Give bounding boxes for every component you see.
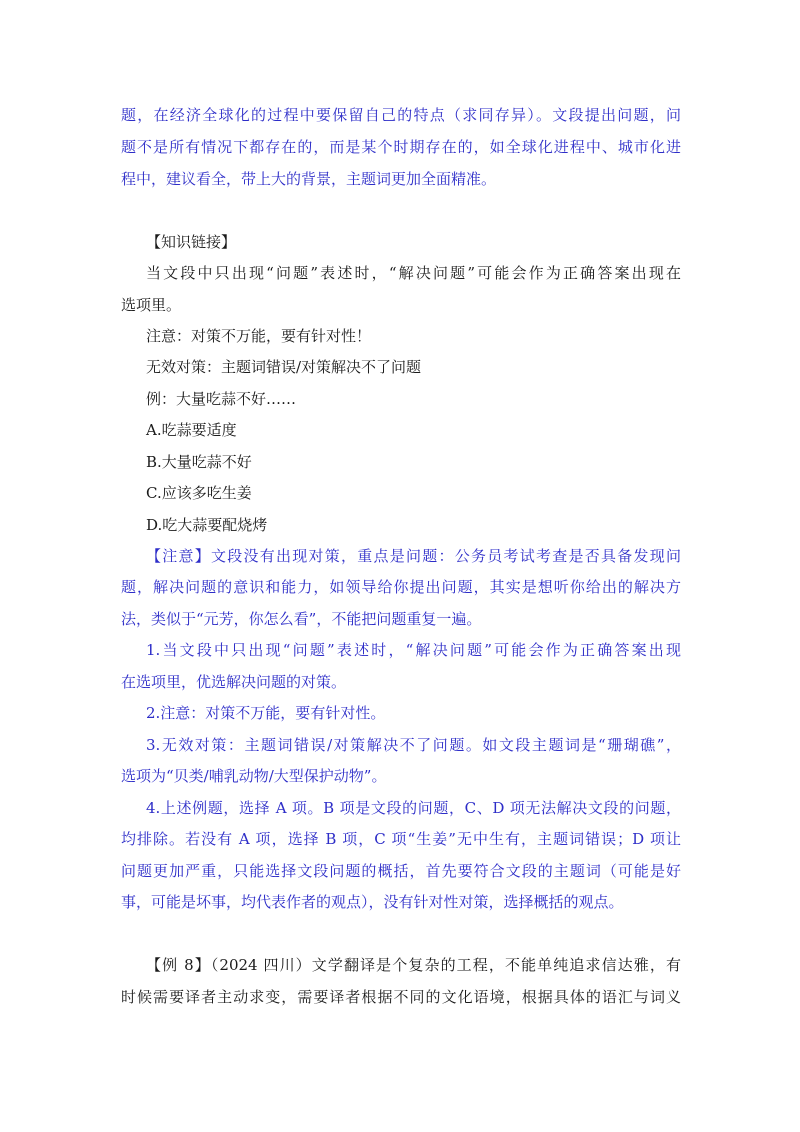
attention-item-4: 4.上述例题，选择 A 项。B 项是文段的问题，C、D 项无法解决文段的问题， — [146, 799, 681, 817]
example8-line: 【例 8】（2024 四川）文学翻译是个复杂的工程，不能单纯追求信达雅，有 — [146, 956, 681, 974]
knowledge-paragraph-line: 当文段中只出现“问题”表述时，“解决问题”可能会作为正确答案出现在 — [146, 264, 681, 282]
attention-item-2: 2.注意：对策不万能，要有针对性。 — [146, 704, 386, 722]
analysis-line: 题，在经济全球化的过程中要保留自己的特点（求同存异）。文段提出问题，问 — [121, 106, 681, 124]
attention-line: 【注意】文段没有出现对策，重点是问题：公务员考试考查是否具备发现问 — [146, 547, 681, 565]
attention-item-1-cont: 在选项里，优选解决问题的对策。 — [121, 673, 347, 691]
attention-item-3-cont: 选项为“贝类/哺乳动物/大型保护动物”。 — [121, 767, 387, 785]
attention-item-4-cont: 均排除。若没有 A 项，选择 B 项，C 项“生姜”无中生有，主题词错误；D 项让 — [121, 830, 681, 848]
example-option-c: C.应该多吃生姜 — [146, 484, 252, 502]
example-option-b: B.大量吃蒜不好 — [146, 453, 252, 471]
attention-item-4-cont: 事，可能是坏事，均代表作者的观点），没有针对性对策，选择概括的观点。 — [121, 893, 624, 911]
example8-line: 时候需要译者主动求变，需要译者根据不同的文化语境，根据具体的语汇与词义 — [121, 988, 681, 1006]
analysis-line: 程中，建议看全，带上大的背景，主题词更加全面精准。 — [121, 170, 497, 188]
attention-item-4-cont: 问题更加严重，只能选择文段问题的概括，首先要符合文段的主题词（可能是好 — [121, 862, 681, 880]
attention-item-1: 1.当文段中只出现“问题”表述时，“解决问题”可能会作为正确答案出现 — [146, 641, 681, 659]
knowledge-paragraph-line: 选项里。 — [121, 296, 182, 314]
knowledge-example: 例：大量吃蒜不好…… — [146, 390, 297, 408]
knowledge-invalid-strategy: 无效对策：主题词错误/对策解决不了问题 — [146, 358, 422, 376]
analysis-line: 题不是所有情况下都存在的，而是某个时期存在的，如全球化进程中、城市化进 — [121, 138, 681, 156]
example-option-a: A.吃蒜要适度 — [146, 421, 237, 439]
attention-item-3: 3.无效对策：主题词错误/对策解决不了问题。如文段主题词是“珊瑚礁”， — [146, 736, 681, 754]
knowledge-note: 注意：对策不万能，要有针对性！ — [146, 327, 372, 345]
knowledge-heading: 【知识链接】 — [146, 233, 237, 251]
example-option-d: D.吃大蒜要配烧烤 — [146, 516, 268, 534]
attention-line: 法，类似于“元芳，你怎么看”，不能把问题重复一遍。 — [121, 610, 482, 628]
attention-line: 题，解决问题的意识和能力，如领导给你提出问题，其实是想听你给出的解决方 — [121, 578, 681, 596]
